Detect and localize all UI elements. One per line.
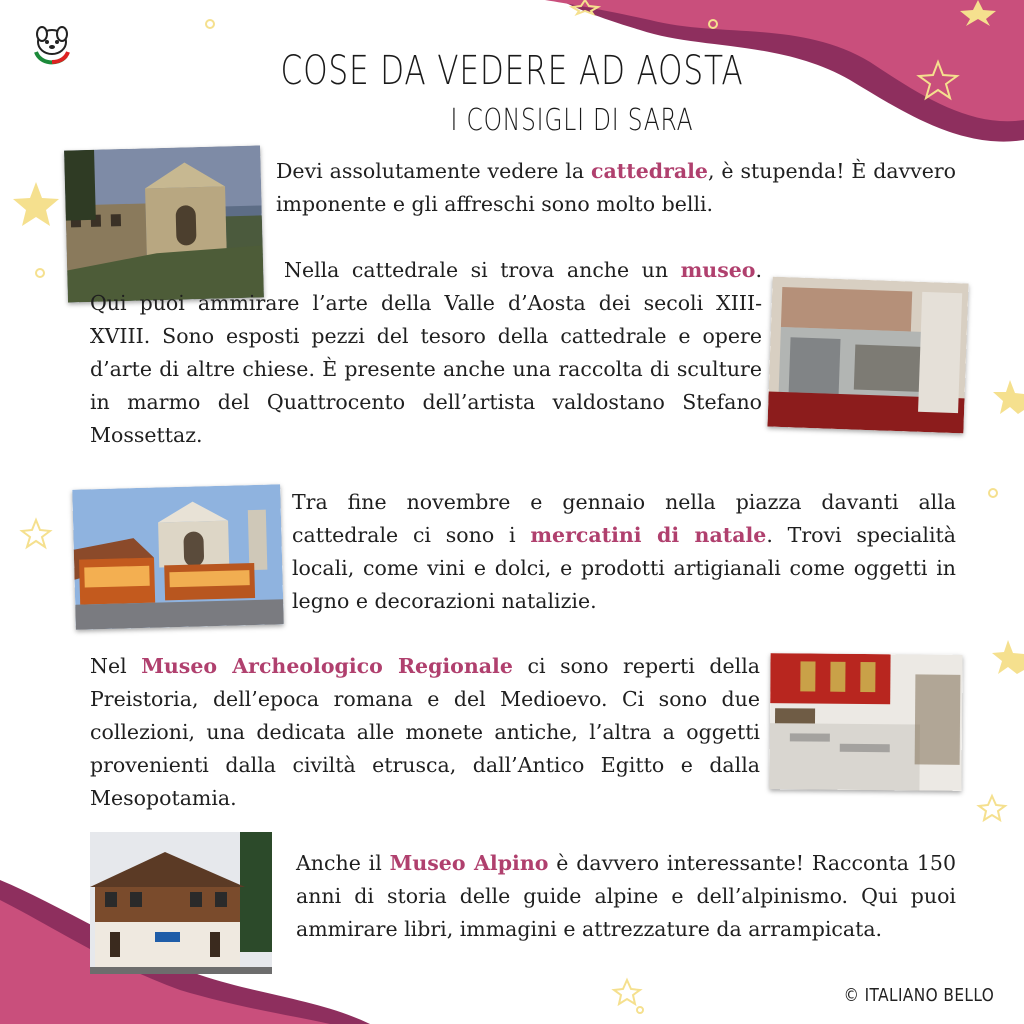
text: ci sono reperti della Preistoria, dell’epoca romana e del Medioevo. Ci sono due collezioni, una dedicata alle monete antiche, l’altra a oggetti provenienti dalla civiltà etrusca, dall’Antico Egitto e dalla Mesopotamia. <box>90 654 760 810</box>
text: . Qui puoi ammirare l’arte della Valle d’Aosta dei secoli XIII-XVIII. Sono esposti pezzi del tesoro della cattedrale e opere d’arte di altre chiese. È presente anche una raccolta di sculture in marmo del Quattrocento dell’artista valdostano Stefano Mossettaz. <box>90 258 762 447</box>
paragraph-alpine-museum <box>296 847 956 946</box>
copyright-credit: © ITALIANO BELLO <box>843 985 994 1006</box>
paragraph-museum <box>90 254 762 452</box>
highlight-alpine-museum: Museo Alpino <box>389 851 549 875</box>
paragraph-archaeological-museum <box>90 650 760 815</box>
museum-photo <box>767 277 968 434</box>
text: . Trovi specialità locali, come vini e dolci, e prodotti artigianali come oggetti in legno e decorazioni natalizie. <box>292 523 956 613</box>
highlight-archaeological-museum: Museo Archeologico Regionale <box>141 654 513 678</box>
page-subtitle: I CONSIGLI DI SARA <box>450 103 694 138</box>
dog-face-icon <box>30 22 74 66</box>
text: , è stupenda! È davvero imponente e gli affreschi sono molto belli. <box>276 159 956 216</box>
text: Devi assolutamente vedere la <box>276 159 591 183</box>
text: è davvero interessante! Racconta 150 anni di storia delle guide alpine e dell’alpinismo. Qui puoi ammirare libri, immagini e attrezzature da arrampicata. <box>296 851 956 941</box>
text: Anche il <box>296 851 390 875</box>
highlight-museum: museo <box>680 258 756 282</box>
text: Nella cattedrale si trova anche un <box>284 258 681 282</box>
highlight-cathedral: cattedrale <box>590 159 708 183</box>
highlight-christmas-market: mercatini di natale <box>530 523 767 547</box>
alpine-museum-photo <box>90 832 272 974</box>
page-title: COSE DA VEDERE AD AOSTA <box>280 48 744 94</box>
christmas-market-photo <box>72 484 284 629</box>
text: Tra fine novembre e gennaio nella piazza davanti alla cattedrale ci sono i <box>292 490 956 547</box>
paragraph-cathedral <box>276 155 956 221</box>
paragraph-christmas-market <box>292 486 956 618</box>
text: Nel <box>90 654 142 678</box>
archaeological-museum-photo <box>769 653 962 791</box>
